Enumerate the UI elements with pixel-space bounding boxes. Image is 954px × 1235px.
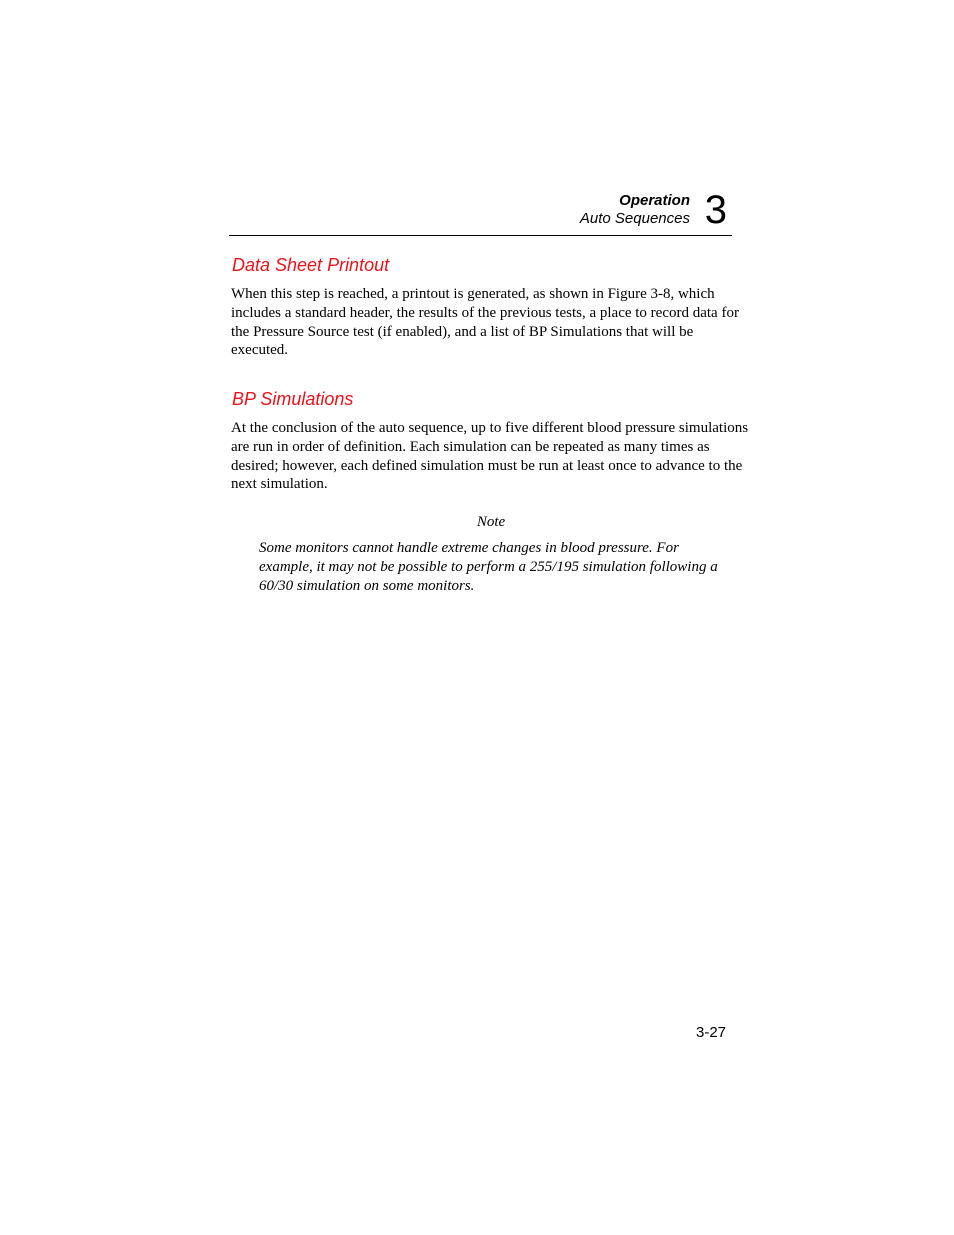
section-heading-bp-simulations: BP Simulations bbox=[232, 389, 354, 409]
header-section-title: Auto Sequences bbox=[579, 210, 690, 227]
header-labels bbox=[580, 192, 690, 228]
running-header bbox=[229, 190, 732, 236]
section-body-bp-simulations: At the conclusion of the auto sequence, up to five different blood pressure simulations are run in order of definition. Each simulation can be repeated as many times as desired; however, each defined simulation must be run at least once to advance to the next simulation. bbox=[231, 420, 749, 493]
note-text: Some monitors cannot handle extreme changes in blood pressure. For example, it may not be possible to perform a 255/195 simulation following a 60/30 simulation on some monitors. bbox=[259, 540, 718, 594]
chapter-number: 3 bbox=[704, 188, 727, 232]
header-chapter-title: Operation bbox=[619, 192, 690, 209]
note-label: Note bbox=[476, 514, 506, 530]
section-heading-data-sheet-printout: Data Sheet Printout bbox=[232, 255, 390, 275]
page-number: 3-27 bbox=[696, 1024, 727, 1041]
section-body-data-sheet-printout: When this step is reached, a printout is generated, as shown in Figure 3-8, which includes a standard header, the results of the previous tests, a place to record data for the Pressure Source test (if enabled), and a list of BP Simulations that will be executed. bbox=[231, 286, 739, 359]
